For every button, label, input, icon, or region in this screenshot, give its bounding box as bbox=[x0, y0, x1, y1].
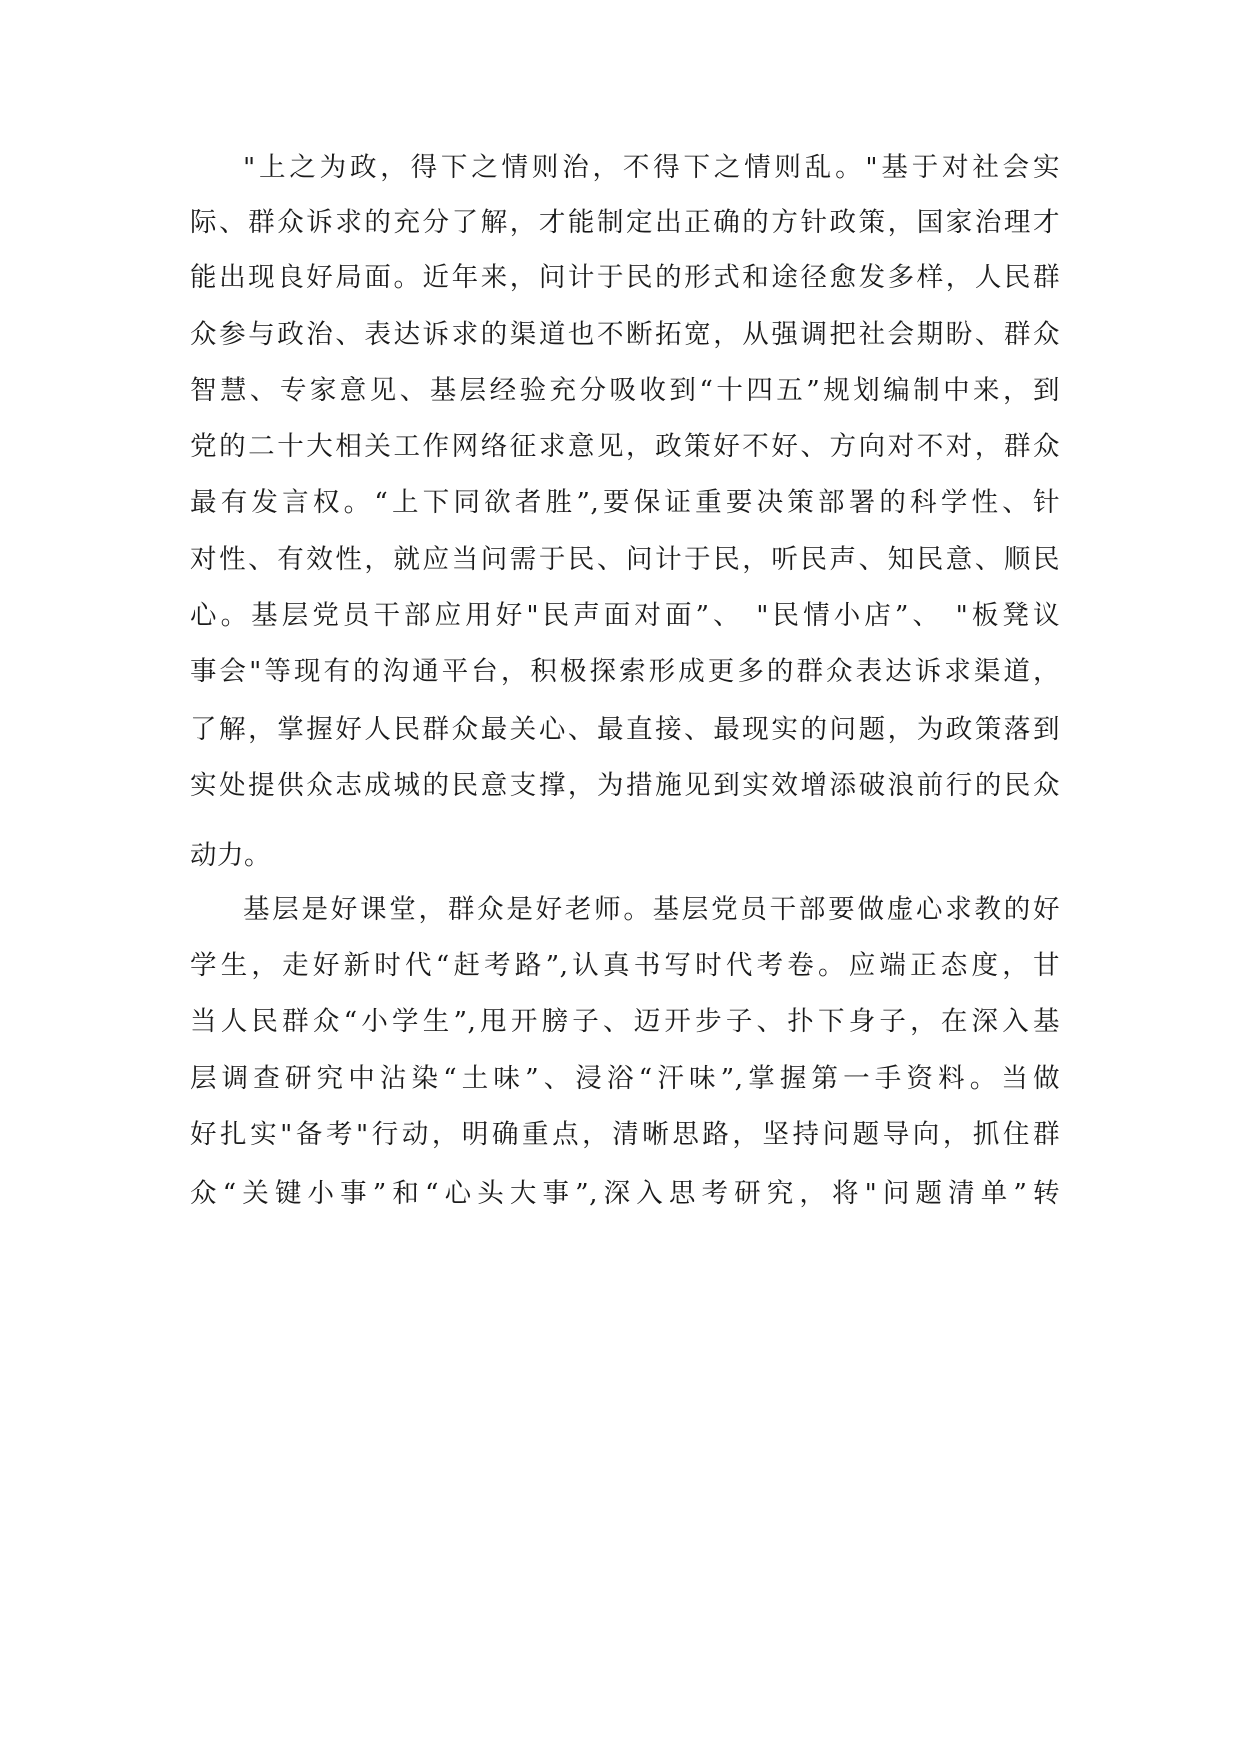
paragraph-1-line-10: 事会"等现有的沟通平台，积极探索形成更多的群众表达诉求渠道， bbox=[190, 656, 1060, 687]
paragraph-1-line-4: 众参与政治、表达诉求的渠道也不断拓宽，从强调把社会期盼、群众 bbox=[190, 319, 1060, 350]
paragraph-1-line-9: 心。基层党员干部应用好"民声面对面”、 "民情小店”、 "板凳议 bbox=[190, 600, 1060, 631]
paragraph-1-line-1: "上之为政，得下之情则治，不得下之情则乱。"基于对社会实 bbox=[243, 152, 1060, 183]
paragraph-2-line-3: 当人民群众“小学生”,甩开膀子、迈开步子、扑下身子，在深入基 bbox=[190, 1006, 1060, 1037]
paragraph-2-line-4: 层调查研究中沾染“土味”、浸浴“汗味”,掌握第一手资料。当做 bbox=[190, 1063, 1060, 1094]
paragraph-2-line-2: 学生，走好新时代“赶考路”,认真书写时代考卷。应端正态度，甘 bbox=[190, 950, 1060, 981]
paragraph-1-line-13: 动力。 bbox=[190, 840, 271, 871]
paragraph-1-line-2: 际、群众诉求的充分了解，才能制定出正确的方针政策，国家治理才 bbox=[190, 207, 1060, 238]
paragraph-2-line-1: 基层是好课堂，群众是好老师。基层党员干部要做虚心求教的好 bbox=[243, 894, 1060, 925]
paragraph-1-line-6: 党的二十大相关工作网络征求意见，政策好不好、方向对不对，群众 bbox=[190, 431, 1060, 462]
paragraph-1-line-5: 智慧、专家意见、基层经验充分吸收到“十四五”规划编制中来，到 bbox=[190, 375, 1060, 406]
paragraph-1-line-12: 实处提供众志成城的民意支撑，为措施见到实效增添破浪前行的民众 bbox=[190, 770, 1060, 801]
paragraph-1-line-3: 能出现良好局面。近年来，问计于民的形式和途径愈发多样，人民群 bbox=[190, 262, 1060, 293]
paragraph-2-line-5: 好扎实"备考"行动，明确重点，清晰思路，坚持问题导向，抓住群 bbox=[190, 1119, 1060, 1150]
paragraph-2-line-6: 众“关键小事”和“心头大事”,深入思考研究，将"问题清单”转 bbox=[190, 1178, 1060, 1209]
paragraph-1-line-11: 了解，掌握好人民群众最关心、最直接、最现实的问题，为政策落到 bbox=[190, 714, 1060, 745]
paragraph-1-line-8: 对性、有效性，就应当问需于民、问计于民，听民声、知民意、顺民 bbox=[190, 544, 1060, 575]
paragraph-1-line-7: 最有发言权。“上下同欲者胜”,要保证重要决策部署的科学性、针 bbox=[190, 487, 1060, 518]
